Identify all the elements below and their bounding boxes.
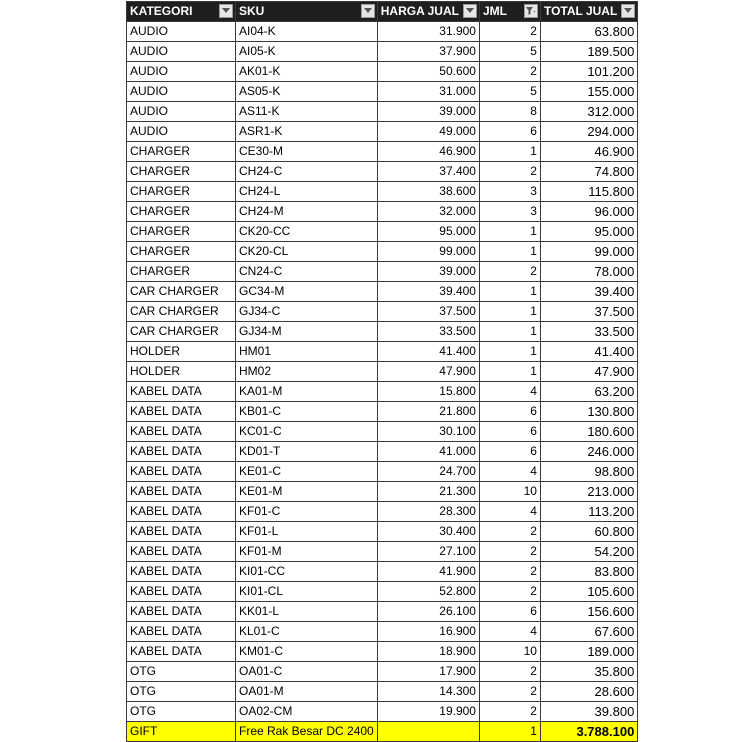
total-jual-cell[interactable]: 78.000 [540,262,637,282]
total-jual-cell[interactable]: 74.800 [540,162,637,182]
table-row [127,262,638,282]
table-row [127,522,638,542]
table-row [127,42,638,62]
table-row [127,682,638,702]
jml-cell[interactable]: 2 [479,522,540,542]
total-jual-cell[interactable]: 54.200 [540,542,637,562]
header-label: SKU [239,4,265,18]
sku-cell[interactable]: OA01-M [236,682,378,702]
kategori-cell[interactable]: KABEL DATA [127,462,236,482]
table-row [127,662,638,682]
sku-cell[interactable]: OA02-CM [236,702,378,722]
sku-cell[interactable]: CE30-M [236,142,378,162]
sku-cell[interactable]: KA01-M [236,382,378,402]
total-jual-cell[interactable]: 47.900 [540,362,637,382]
total-jual-cell[interactable]: 115.800 [540,182,637,202]
jml-cell[interactable]: 2 [479,662,540,682]
filter-dropdown-icon[interactable] [219,4,233,18]
sku-cell[interactable]: AI04-K [236,22,378,42]
header-sku [236,2,378,22]
kategori-cell[interactable]: CHARGER [127,222,236,242]
gift-description-cell[interactable]: Free Rak Besar DC 2400 [236,722,378,742]
sku-cell[interactable]: KF01-C [236,502,378,522]
table-row [127,122,638,142]
table-row [127,582,638,602]
sku-cell[interactable]: ASR1-K [236,122,378,142]
kategori-cell[interactable]: KABEL DATA [127,582,236,602]
kategori-cell[interactable]: KABEL DATA [127,522,236,542]
table-row [127,282,638,302]
table-row [127,442,638,462]
harga-jual-cell[interactable]: 38.600 [377,182,479,202]
table-row [127,82,638,102]
jml-cell[interactable]: 6 [479,442,540,462]
table-row [127,402,638,422]
jml-cell[interactable]: 2 [479,542,540,562]
table-row [127,542,638,562]
harga-jual-cell[interactable]: 28.300 [377,502,479,522]
table-row [127,362,638,382]
harga-jual-cell[interactable]: 30.400 [377,522,479,542]
harga-jual-cell[interactable]: 31.000 [377,82,479,102]
sku-cell[interactable]: AS11-K [236,102,378,122]
total-jual-cell[interactable]: 98.800 [540,462,637,482]
harga-jual-cell[interactable]: 16.900 [377,622,479,642]
total-jual-cell[interactable]: 99.000 [540,242,637,262]
header-kategori [127,2,236,22]
jml-cell[interactable]: 6 [479,422,540,442]
total-jual-cell[interactable]: 95.000 [540,222,637,242]
total-jual-cell[interactable]: 37.500 [540,302,637,322]
header-jml [479,2,540,22]
table-row [127,342,638,362]
jml-cell[interactable]: 2 [479,582,540,602]
harga-jual-cell[interactable]: 39.000 [377,102,479,122]
kategori-cell[interactable]: CAR CHARGER [127,302,236,322]
table-row [127,22,638,42]
total-jual-cell[interactable]: 189.000 [540,642,637,662]
harga-jual-cell[interactable]: 21.300 [377,482,479,502]
harga-jual-cell[interactable]: 46.900 [377,142,479,162]
table-row [127,702,638,722]
jml-cell[interactable]: 1 [479,362,540,382]
jml-cell[interactable]: 3 [479,202,540,222]
jml-cell[interactable]: 6 [479,602,540,622]
harga-jual-cell[interactable]: 33.500 [377,322,479,342]
kategori-cell[interactable]: AUDIO [127,62,236,82]
jml-cell[interactable]: 1 [479,242,540,262]
harga-jual-cell[interactable]: 24.700 [377,462,479,482]
total-jual-cell[interactable]: 213.000 [540,482,637,502]
table-row [127,102,638,122]
kategori-cell[interactable]: KABEL DATA [127,562,236,582]
jml-cell[interactable]: 4 [479,622,540,642]
kategori-cell[interactable]: CHARGER [127,262,236,282]
total-jual-cell[interactable]: 41.400 [540,342,637,362]
table-row [127,182,638,202]
jml-cell[interactable]: 6 [479,122,540,142]
table-row [127,382,638,402]
gift-label-cell[interactable]: GIFT [127,722,236,742]
sku-cell[interactable]: KD01-T [236,442,378,462]
total-jual-cell[interactable]: 113.200 [540,502,637,522]
total-jual-cell[interactable]: 105.600 [540,582,637,602]
jml-cell[interactable]: 2 [479,682,540,702]
total-jual-cell[interactable]: 246.000 [540,442,637,462]
total-jual-cell[interactable]: 312.000 [540,102,637,122]
jml-cell[interactable]: 2 [479,22,540,42]
table-row [127,462,638,482]
kategori-cell[interactable]: KABEL DATA [127,382,236,402]
jml-cell[interactable]: 4 [479,382,540,402]
kategori-cell[interactable]: CAR CHARGER [127,322,236,342]
jml-cell[interactable]: 10 [479,482,540,502]
sku-cell[interactable]: KL01-C [236,622,378,642]
jml-cell[interactable]: 2 [479,702,540,722]
table-row [127,642,638,662]
jml-cell[interactable]: 5 [479,82,540,102]
total-jual-cell[interactable]: 28.600 [540,682,637,702]
sku-cell[interactable]: AS05-K [236,82,378,102]
harga-jual-cell[interactable]: 37.900 [377,42,479,62]
sku-cell[interactable]: GC34-M [236,282,378,302]
sku-cell[interactable]: KE01-C [236,462,378,482]
harga-jual-cell[interactable]: 41.900 [377,562,479,582]
sku-cell[interactable]: OA01-C [236,662,378,682]
sku-cell[interactable]: GJ34-C [236,302,378,322]
kategori-cell[interactable]: KABEL DATA [127,502,236,522]
total-jual-cell[interactable]: 130.800 [540,402,637,422]
sku-cell[interactable]: KF01-M [236,542,378,562]
jml-cell[interactable]: 1 [479,342,540,362]
kategori-cell[interactable]: HOLDER [127,342,236,362]
kategori-cell[interactable]: OTG [127,702,236,722]
header-total-jual [540,2,637,22]
harga-jual-cell[interactable]: 19.900 [377,702,479,722]
jml-cell[interactable]: 1 [479,222,540,242]
harga-jual-cell[interactable]: 27.100 [377,542,479,562]
total-jual-cell[interactable]: 180.600 [540,422,637,442]
total-jual-cell[interactable]: 96.000 [540,202,637,222]
harga-jual-cell[interactable]: 21.800 [377,402,479,422]
jml-cell[interactable]: 1 [479,142,540,162]
kategori-cell[interactable]: CHARGER [127,162,236,182]
table-row [127,422,638,442]
kategori-cell[interactable]: CHARGER [127,202,236,222]
jml-cell[interactable]: 1 [479,282,540,302]
sku-cell[interactable]: KC01-C [236,422,378,442]
harga-jual-cell[interactable]: 26.100 [377,602,479,622]
kategori-cell[interactable]: AUDIO [127,122,236,142]
harga-jual-cell[interactable]: 47.900 [377,362,479,382]
header-harga-jual [377,2,479,22]
table-row [127,142,638,162]
total-jual-cell[interactable]: 39.800 [540,702,637,722]
kategori-cell[interactable]: KABEL DATA [127,642,236,662]
kategori-cell[interactable]: AUDIO [127,42,236,62]
kategori-cell[interactable]: HOLDER [127,362,236,382]
kategori-cell[interactable]: AUDIO [127,102,236,122]
harga-jual-cell[interactable]: 37.400 [377,162,479,182]
sku-cell[interactable]: KI01-CL [236,582,378,602]
filter-dropdown-icon[interactable] [463,4,477,18]
filter-dropdown-icon[interactable] [361,4,375,18]
kategori-cell[interactable]: CHARGER [127,142,236,162]
table-row [127,242,638,262]
harga-jual-cell[interactable]: 52.800 [377,582,479,602]
header-row [127,2,638,22]
header-label: JML [482,4,507,18]
header-label: HARGA JUAL [380,4,459,18]
table-row [127,622,638,642]
total-jual-cell[interactable]: 83.800 [540,562,637,582]
gift-row [127,722,638,742]
kategori-cell[interactable]: KABEL DATA [127,442,236,462]
total-jual-cell[interactable]: 39.400 [540,282,637,302]
total-jual-cell[interactable]: 46.900 [540,142,637,162]
jml-cell[interactable]: 5 [479,42,540,62]
sku-cell[interactable]: CK20-CL [236,242,378,262]
sku-cell[interactable]: CH24-M [236,202,378,222]
harga-jual-cell[interactable]: 41.000 [377,442,479,462]
kategori-cell[interactable]: KABEL DATA [127,402,236,422]
sku-cell[interactable]: CN24-C [236,262,378,282]
jml-cell[interactable]: 8 [479,102,540,122]
table-row [127,322,638,342]
total-jual-cell[interactable]: 156.600 [540,602,637,622]
kategori-cell[interactable]: KABEL DATA [127,542,236,562]
sku-cell[interactable]: KB01-C [236,402,378,422]
harga-jual-cell[interactable]: 31.900 [377,22,479,42]
table-row [127,562,638,582]
kategori-cell[interactable]: KABEL DATA [127,422,236,442]
kategori-cell[interactable]: CHARGER [127,182,236,202]
harga-jual-cell[interactable]: 39.400 [377,282,479,302]
sku-cell[interactable]: KK01-L [236,602,378,622]
harga-jual-cell[interactable]: 17.900 [377,662,479,682]
harga-jual-cell[interactable]: 30.100 [377,422,479,442]
jml-cell[interactable]: 1 [479,302,540,322]
jml-cell[interactable]: 2 [479,262,540,282]
kategori-cell[interactable]: OTG [127,682,236,702]
table-row [127,302,638,322]
total-jual-cell[interactable]: 101.200 [540,62,637,82]
harga-jual-cell[interactable]: 18.900 [377,642,479,662]
harga-jual-cell[interactable]: 95.000 [377,222,479,242]
sku-cell[interactable]: AK01-K [236,62,378,82]
sku-cell[interactable]: CH24-C [236,162,378,182]
jml-cell[interactable]: 3 [479,182,540,202]
sales-table [126,1,638,742]
harga-jual-cell[interactable]: 99.000 [377,242,479,262]
table-row [127,502,638,522]
jml-cell[interactable]: 1 [479,322,540,342]
total-jual-cell[interactable]: 33.500 [540,322,637,342]
header-label: KATEGORI [130,4,193,18]
filter-applied-icon[interactable] [524,4,538,18]
table-row [127,62,638,82]
total-jual-cell[interactable]: 67.600 [540,622,637,642]
kategori-cell[interactable]: KABEL DATA [127,622,236,642]
harga-jual-cell[interactable]: 41.400 [377,342,479,362]
jml-cell[interactable]: 2 [479,562,540,582]
sku-cell[interactable]: KE01-M [236,482,378,502]
jml-cell[interactable]: 4 [479,502,540,522]
jml-cell[interactable]: 10 [479,642,540,662]
total-jual-cell[interactable]: 189.500 [540,42,637,62]
jml-cell[interactable]: 2 [479,162,540,182]
harga-jual-cell[interactable]: 39.000 [377,262,479,282]
grand-total-cell[interactable]: 3.788.100 [540,722,637,742]
kategori-cell[interactable]: AUDIO [127,82,236,102]
table-row [127,162,638,182]
kategori-cell[interactable]: KABEL DATA [127,482,236,502]
harga-jual-cell[interactable]: 49.000 [377,122,479,142]
jml-cell[interactable]: 6 [479,402,540,422]
gift-qty-cell[interactable]: 1 [479,722,540,742]
jml-cell[interactable]: 4 [479,462,540,482]
sku-cell[interactable]: KM01-C [236,642,378,662]
kategori-cell[interactable]: KABEL DATA [127,602,236,622]
sku-cell[interactable]: KF01-L [236,522,378,542]
harga-jual-cell[interactable]: 50.600 [377,62,479,82]
gift-empty-cell[interactable] [377,722,479,742]
harga-jual-cell[interactable]: 15.800 [377,382,479,402]
table-row [127,222,638,242]
table-row [127,482,638,502]
sku-cell[interactable]: KI01-CC [236,562,378,582]
filter-dropdown-icon[interactable] [621,4,635,18]
kategori-cell[interactable]: AUDIO [127,22,236,42]
header-label: TOTAL JUAL [543,4,618,18]
total-jual-cell[interactable]: 63.800 [540,22,637,42]
sku-cell[interactable]: CH24-L [236,182,378,202]
harga-jual-cell[interactable]: 37.500 [377,302,479,322]
table-row [127,602,638,622]
kategori-cell[interactable]: CAR CHARGER [127,282,236,302]
table-row [127,202,638,222]
jml-cell[interactable]: 2 [479,62,540,82]
sku-cell[interactable]: HM01 [236,342,378,362]
total-jual-cell[interactable]: 63.200 [540,382,637,402]
kategori-cell[interactable]: OTG [127,662,236,682]
harga-jual-cell[interactable]: 14.300 [377,682,479,702]
sku-cell[interactable]: HM02 [236,362,378,382]
harga-jual-cell[interactable]: 32.000 [377,202,479,222]
sku-cell[interactable]: CK20-CC [236,222,378,242]
total-jual-cell[interactable]: 155.000 [540,82,637,102]
sku-cell[interactable]: AI05-K [236,42,378,62]
sku-cell[interactable]: GJ34-M [236,322,378,342]
total-jual-cell[interactable]: 60.800 [540,522,637,542]
total-jual-cell[interactable]: 35.800 [540,662,637,682]
kategori-cell[interactable]: CHARGER [127,242,236,262]
total-jual-cell[interactable]: 294.000 [540,122,637,142]
